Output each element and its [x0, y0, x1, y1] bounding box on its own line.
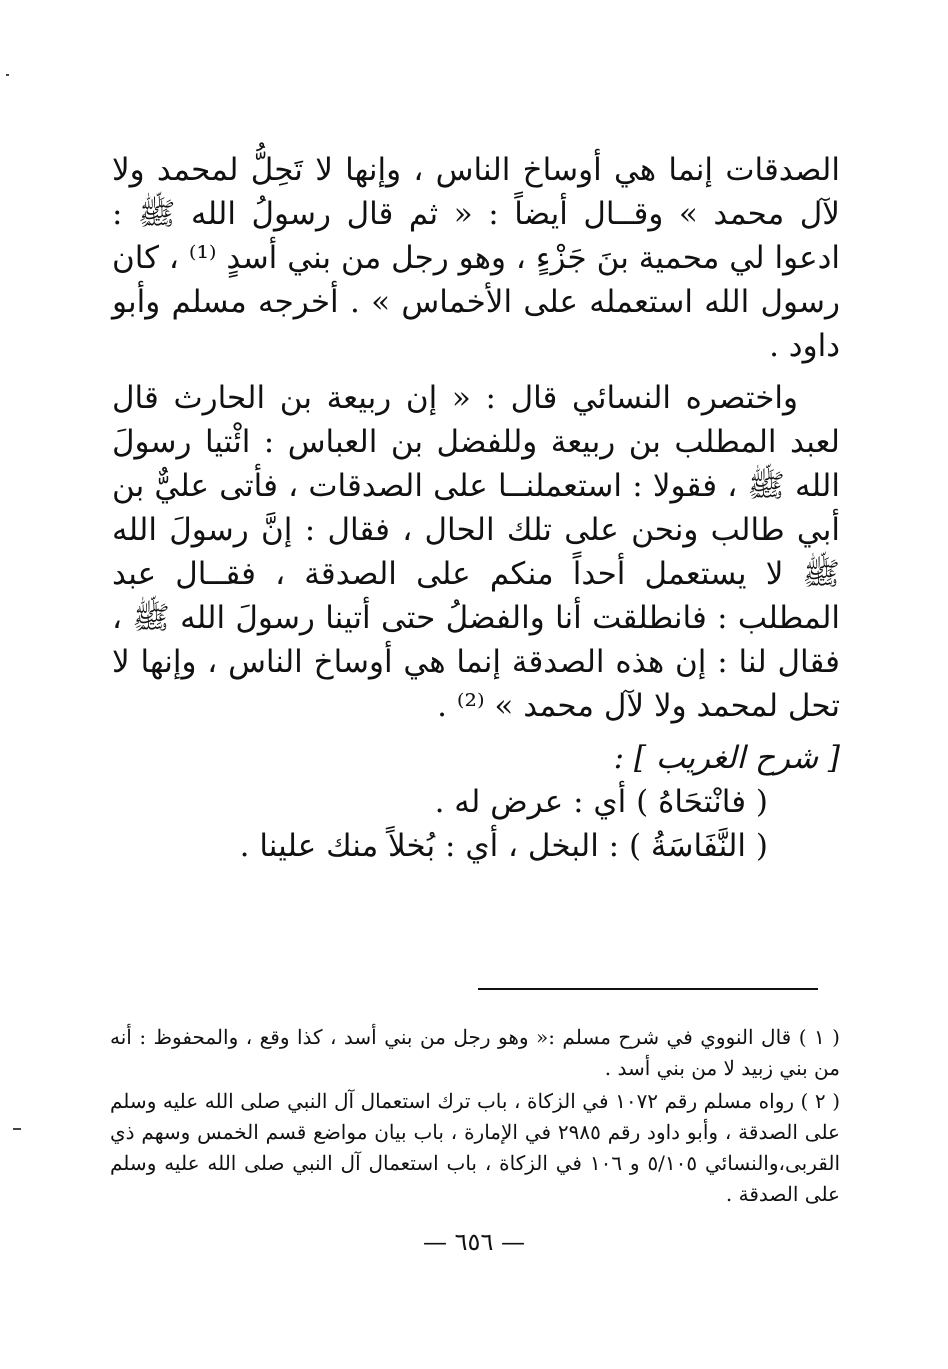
- scan-speck: [13, 1128, 21, 1130]
- main-text: [112, 148, 840, 868]
- glossary-item: ( النَّفَاسَةُ ) : البخل ، أي : بُخلاً منك علينا .: [239, 828, 768, 865]
- paragraph-hadith-nasai: واختصره النسائي قال : « إن ربيعة بن الحارث قال لعبد المطلب بن ربيعة وللفضل بن العباس : ائْتيا رسولَ الله ﷺ ، فقولا : استعملنــا على الصدقات ، فأتى عليٌّ بن أبي طالب ونحن على تلك الحال ، فقال : إنَّ رسولَ الله ﷺ لا يستعمل أحداً منكم على الصدقة ، فقــال عبد المطلب : فانطلقت أنا والفضلُ حتى أتينا رسولَ الله ﷺ ، فقال لنا : إن هذه الصدقة إنما هي أوساخ الناس ، وإنها لا تحل لمحمد ولا لآل محمد » ⁽²⁾ .: [112, 380, 840, 725]
- glossary-item: ( فانْتحَاهُ ) أي : عرض له .: [434, 784, 768, 821]
- paragraph-hadith-muslim: الصدقات إنما هي أوساخ الناس ، وإنها لا تَحِلُّ لمحمد ولا لآل محمد » وقــال أيضاً : « ثم قال رسولُ الله ﷺ : ادعوا لي محمية بنَ جَزْءٍ ، وهو رجل من بني أسدٍ ⁽¹⁾ ، كان رسول الله استعمله على الأخماس » . أخرجه مسلم وأبو داود .: [112, 152, 840, 365]
- glossary-section: [112, 736, 840, 868]
- page-number: — ٦٥٦ —: [423, 1228, 525, 1256]
- footnote-1: ( ١ ) قال النووي في شرح مسلم :« وهو رجل من بني أسد ، كذا وقع ، والمحفوظ : أنه من بني زبيد لا من بني أسد .: [110, 1025, 840, 1080]
- scan-speck: [6, 74, 9, 76]
- footnotes: [110, 1022, 840, 1212]
- footnote-divider: [478, 988, 818, 990]
- glossary-heading: [ شرح الغريب ] :: [613, 740, 840, 777]
- footnote-2: ( ٢ ) رواه مسلم رقم ١٠٧٢ في الزكاة ، باب ترك استعمال آل النبي صلى الله عليه وسلم على الصدقة ، وأبو داود رقم ٢٩٨٥ في الإمارة ، باب بيان مواضع قسم الخمس وسهم ذي القربى،والنسائي ٥/١٠٥ و ١٠٦ في الزكاة ، باب استعمال آل النبي صلى الله عليه وسلم على الصدقة .: [110, 1089, 841, 1206]
